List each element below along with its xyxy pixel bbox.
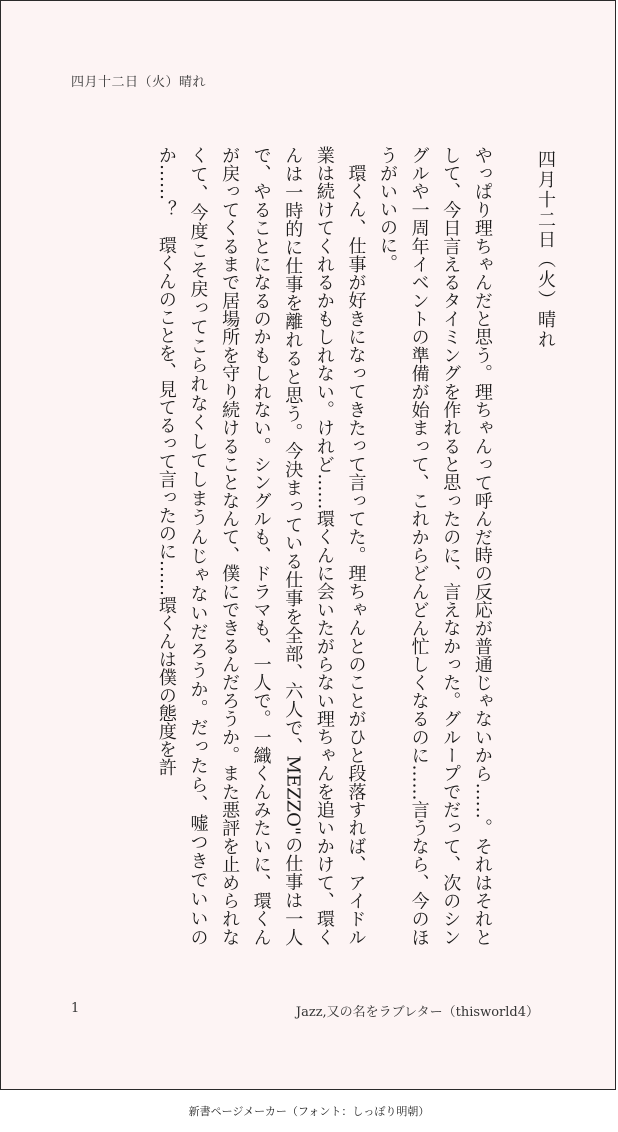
paragraph: 環くん、仕事が好きになってきたって言ってた。理ちゃんとのことがひと段落すれば、アイドル業は続けてくれるかもしれない。けれど……環くんに会いたがらない理ちゃんを追いかけて、環くんは一時的に仕事を離れると思う。今決まっている仕事を全部、六人で、MEZZO"の仕事は一人で、やることになるのかもしれない。シングルも、ドラマも、一人で。一織くんみたいに、環くんが戻ってくるまで居場所を守り続けることなんて、僕にできるんだろうか。また悪評を止められなくて、今度こそ戻ってこられなくしてしまうんじゃないだろうか。だったら、嘘つきでいいのか……？ 環くんのことを、見てるって言ったのに……環くんは僕の態度を許 — [155, 146, 367, 946]
paragraph: やっぱり理ちゃんだと思う。理ちゃんって呼んだ時の反応が普通じゃないから……。それはそれとして、今日言えるタイミングを作れると思ったのに、言えなかった。グループでだって、次のシングルや一周年イベントの準備が始まって、これからどんどん忙しくなるのに……言うなら、今のほうがいいのに。 — [377, 146, 493, 946]
book-title: Jazz,又の名をラブレター（thisworld4） — [295, 1005, 539, 1020]
running-head: 四月十二日（火）晴れ — [71, 75, 207, 90]
chapter-title: 四月十二日（火）晴れ — [535, 150, 556, 350]
page-number: 1 — [71, 1001, 80, 1016]
vertical-text-body — [61, 146, 561, 946]
generator-caption: 新書ページメーカー（フォント：しっぽり明朝） — [188, 1105, 430, 1118]
